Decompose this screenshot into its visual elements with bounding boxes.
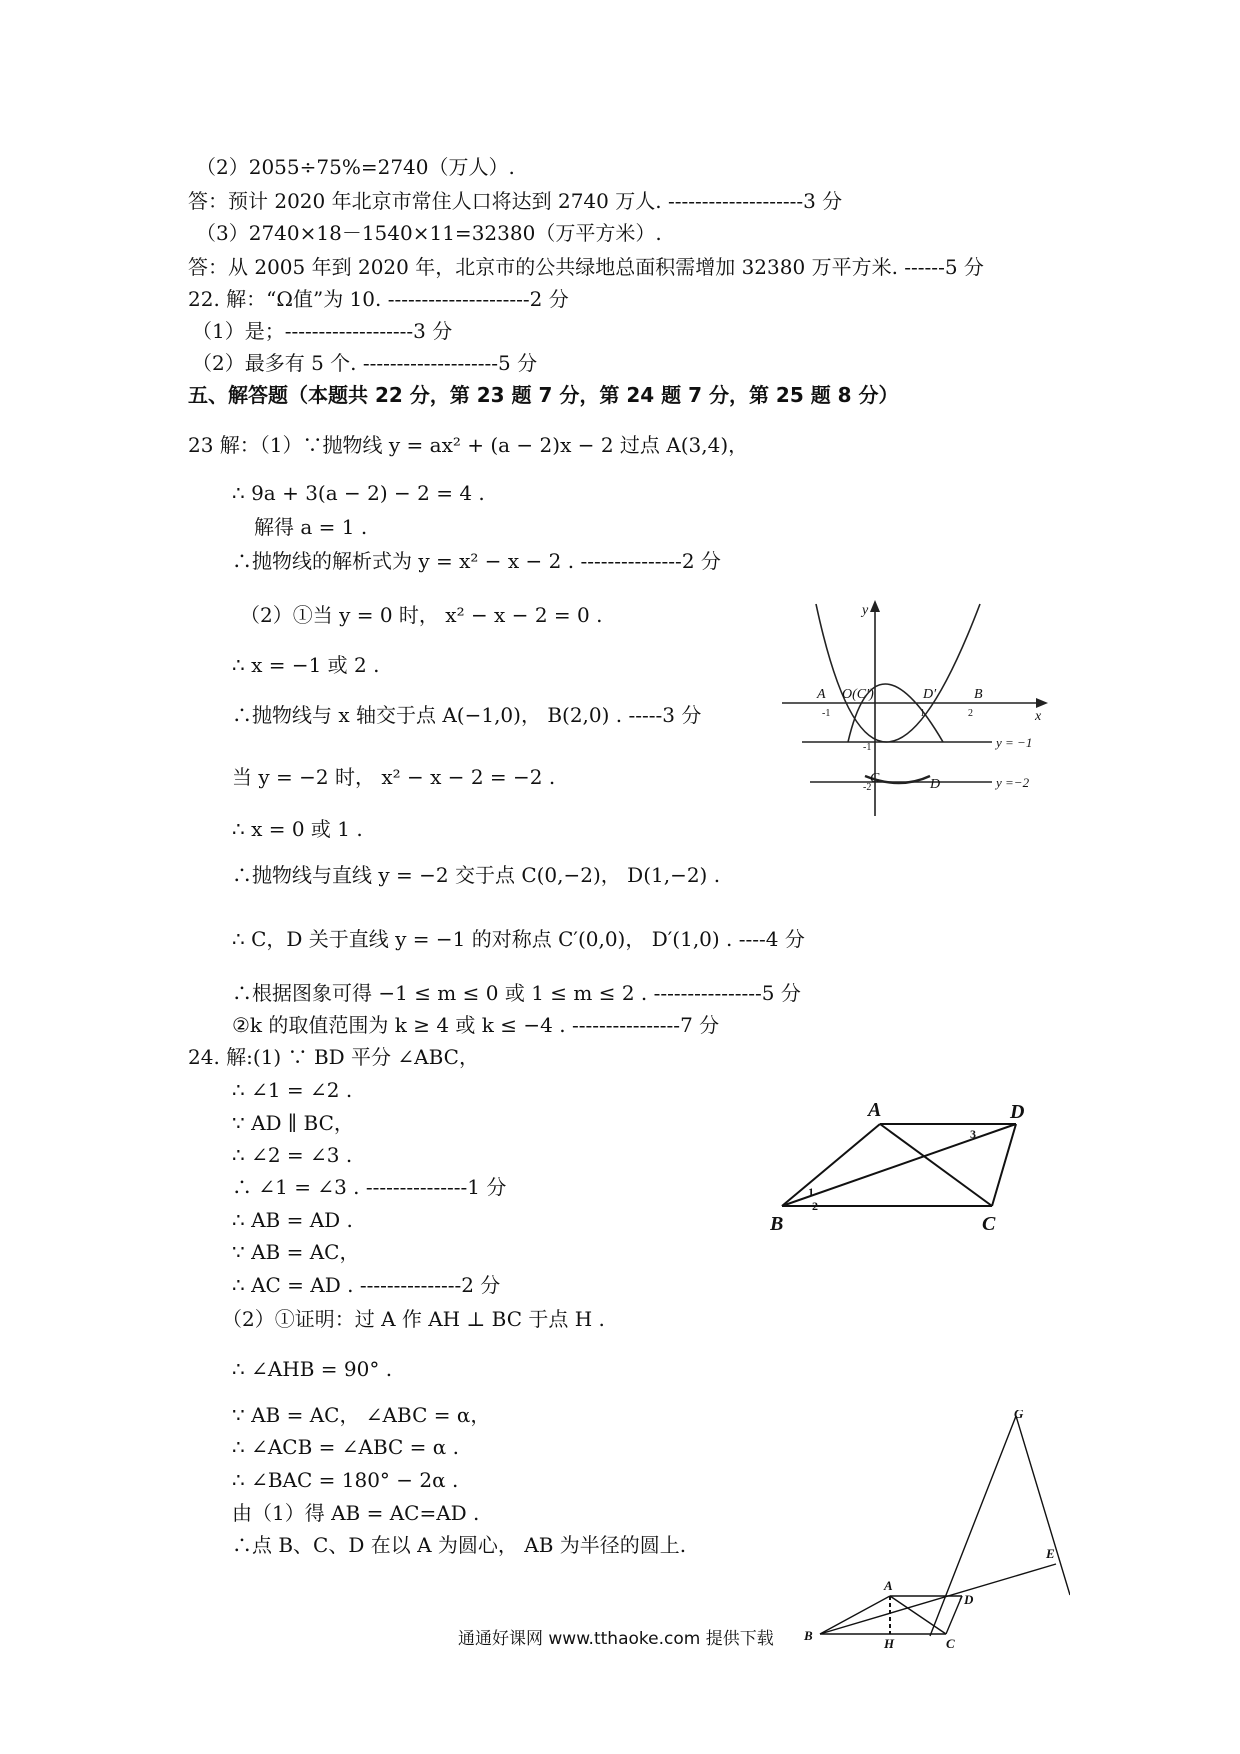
line-24-2: （2）①证明：过 A 作 AH ⊥ BC 于点 H . bbox=[222, 1307, 605, 1331]
tick-y-neg2: -2 bbox=[863, 782, 872, 793]
line-24-l: 由（1）得 AB = AC=AD . bbox=[232, 1501, 480, 1525]
section-heading-5: 五、解答题（本题共 22 分，第 23 题 7 分，第 24 题 7 分，第 25 题 8 分） bbox=[188, 383, 899, 407]
line-23-solve: 解得 a = 1 . bbox=[254, 515, 368, 539]
line-24-g: ∴ AC = AD . ---------------2 分 bbox=[232, 1273, 501, 1297]
line-23-1: 23 解：（1）∵抛物线 y = ax² + (a − 2)x − 2 过点 A(3,4)， bbox=[188, 433, 749, 457]
line-21-answer-1: 答：预计 2020 年北京市常住人口将达到 2740 万人. --------------------3 分 bbox=[188, 189, 843, 213]
line-24-a: ∴ ∠1 = ∠2 . bbox=[232, 1078, 353, 1102]
tick-neg1: -1 bbox=[822, 708, 831, 719]
line-23-y-neg2: 当 y = −2 时， x² − x − 2 = −2 . bbox=[232, 765, 556, 789]
label-A: A bbox=[817, 687, 826, 702]
line-22-2: （2）最多有 5 个. --------------------5 分 bbox=[192, 351, 538, 375]
label-H: H bbox=[884, 1636, 895, 1650]
label-C: C bbox=[946, 1636, 955, 1650]
label-O: O(C′) bbox=[842, 687, 874, 702]
label-A: A bbox=[868, 1100, 882, 1121]
label-C: C bbox=[870, 771, 880, 786]
line-21-3: （3）2740×18－1540×11=32380（万平方米）. bbox=[196, 221, 662, 245]
construction-figure bbox=[800, 1410, 1070, 1650]
line-23-eq: ∴ 9a + 3(a − 2) − 2 = 4 . bbox=[232, 481, 485, 505]
line-24-k: ∴ ∠BAC = 180° − 2α . bbox=[232, 1468, 459, 1492]
line-23-range-m: ∴根据图象可得 −1 ≤ m ≤ 0 或 1 ≤ m ≤ 2 . ----------------5 分 bbox=[232, 981, 801, 1005]
line-24-1: 24. 解:(1) ∵ BD 平分 ∠ABC， bbox=[188, 1045, 479, 1069]
label-C: C bbox=[982, 1213, 996, 1235]
line-23-roots-2: ∴ x = 0 或 1 . bbox=[232, 817, 363, 841]
line-24-d: ∴ ∠1 = ∠3 . ---------------1 分 bbox=[232, 1175, 507, 1199]
label-E: E bbox=[1046, 1546, 1055, 1561]
tick-1: 1 bbox=[920, 708, 925, 719]
label-G: G bbox=[1014, 1410, 1024, 1421]
quadrilateral-figure bbox=[770, 1100, 1040, 1240]
label-B: B bbox=[770, 1213, 784, 1235]
label-B: B bbox=[804, 1628, 813, 1643]
label-D-prime: D′ bbox=[923, 687, 937, 702]
line-24-f: ∵ AB = AC， bbox=[232, 1240, 360, 1264]
line-24-j: ∴ ∠ACB = ∠ABC = α . bbox=[232, 1435, 460, 1459]
angle-1: 1 bbox=[808, 1185, 814, 1199]
line-23-roots: ∴ x = −1 或 2 . bbox=[232, 653, 380, 677]
footer-watermark: 通通好课网 www.tthaoke.com 提供下载 bbox=[458, 1629, 774, 1649]
line-24-e: ∴ AB = AD . bbox=[232, 1208, 353, 1232]
line-23-intersect: ∴抛物线与直线 y = −2 交于点 C(0,−2)， D(1,−2) . bbox=[232, 863, 721, 887]
line-21-2: （2）2055÷75%=2740（万人）. bbox=[196, 155, 515, 179]
line-22-1: （1）是；-------------------3 分 bbox=[192, 319, 453, 343]
line-24-c: ∴ ∠2 = ∠3 . bbox=[232, 1143, 353, 1167]
label-B: B bbox=[974, 687, 983, 702]
line-24-b: ∵ AD ∥ BC， bbox=[232, 1111, 354, 1135]
line-21-answer-2: 答：从 2005 年到 2020 年，北京市的公共绿地总面积需增加 32380 万平方米. ------5 分 bbox=[188, 255, 984, 279]
line-24-i: ∵ AB = AC， ∠ABC = α， bbox=[232, 1403, 491, 1427]
line-23-range-k: ②k 的取值范围为 k ≥ 4 或 k ≤ −4 . ----------------7 分 bbox=[232, 1013, 720, 1037]
label-line-y-neg2: y =−2 bbox=[996, 775, 1030, 790]
line-23-2: （2）①当 y = 0 时， x² − x − 2 = 0 . bbox=[240, 603, 603, 627]
line-23-symmetric: ∴ C，D 关于直线 y = −1 的对称点 C′(0,0)， D′(1,0) . ----4 分 bbox=[232, 927, 805, 951]
label-A: A bbox=[884, 1578, 893, 1593]
tick-y-neg1: -1 bbox=[863, 742, 872, 753]
x-axis-label: x bbox=[1035, 709, 1042, 724]
parabola-figure bbox=[780, 596, 1060, 816]
y-axis-label: y bbox=[862, 603, 869, 618]
line-24-h: ∴ ∠AHB = 90° . bbox=[232, 1357, 393, 1381]
line-23-axis-points: ∴抛物线与 x 轴交于点 A(−1,0)， B(2,0) . -----3 分 bbox=[232, 703, 702, 727]
line-24-m: ∴点 B、C、D 在以 A 为圆心， AB 为半径的圆上. bbox=[232, 1533, 687, 1557]
parabola-curve bbox=[816, 604, 980, 742]
label-D: D bbox=[930, 777, 941, 792]
line-22: 22. 解：“Ω值”为 10. ---------------------2 分 bbox=[188, 287, 569, 311]
label-D: D bbox=[964, 1592, 974, 1607]
angle-3: 3 bbox=[970, 1127, 976, 1141]
label-D: D bbox=[1010, 1101, 1025, 1123]
label-line-y-neg1: y = −1 bbox=[996, 735, 1033, 750]
line-23-expression: ∴抛物线的解析式为 y = x² − x − 2 . ---------------2 分 bbox=[232, 549, 721, 573]
tick-2: 2 bbox=[968, 708, 973, 719]
angle-2: 2 bbox=[812, 1199, 818, 1213]
